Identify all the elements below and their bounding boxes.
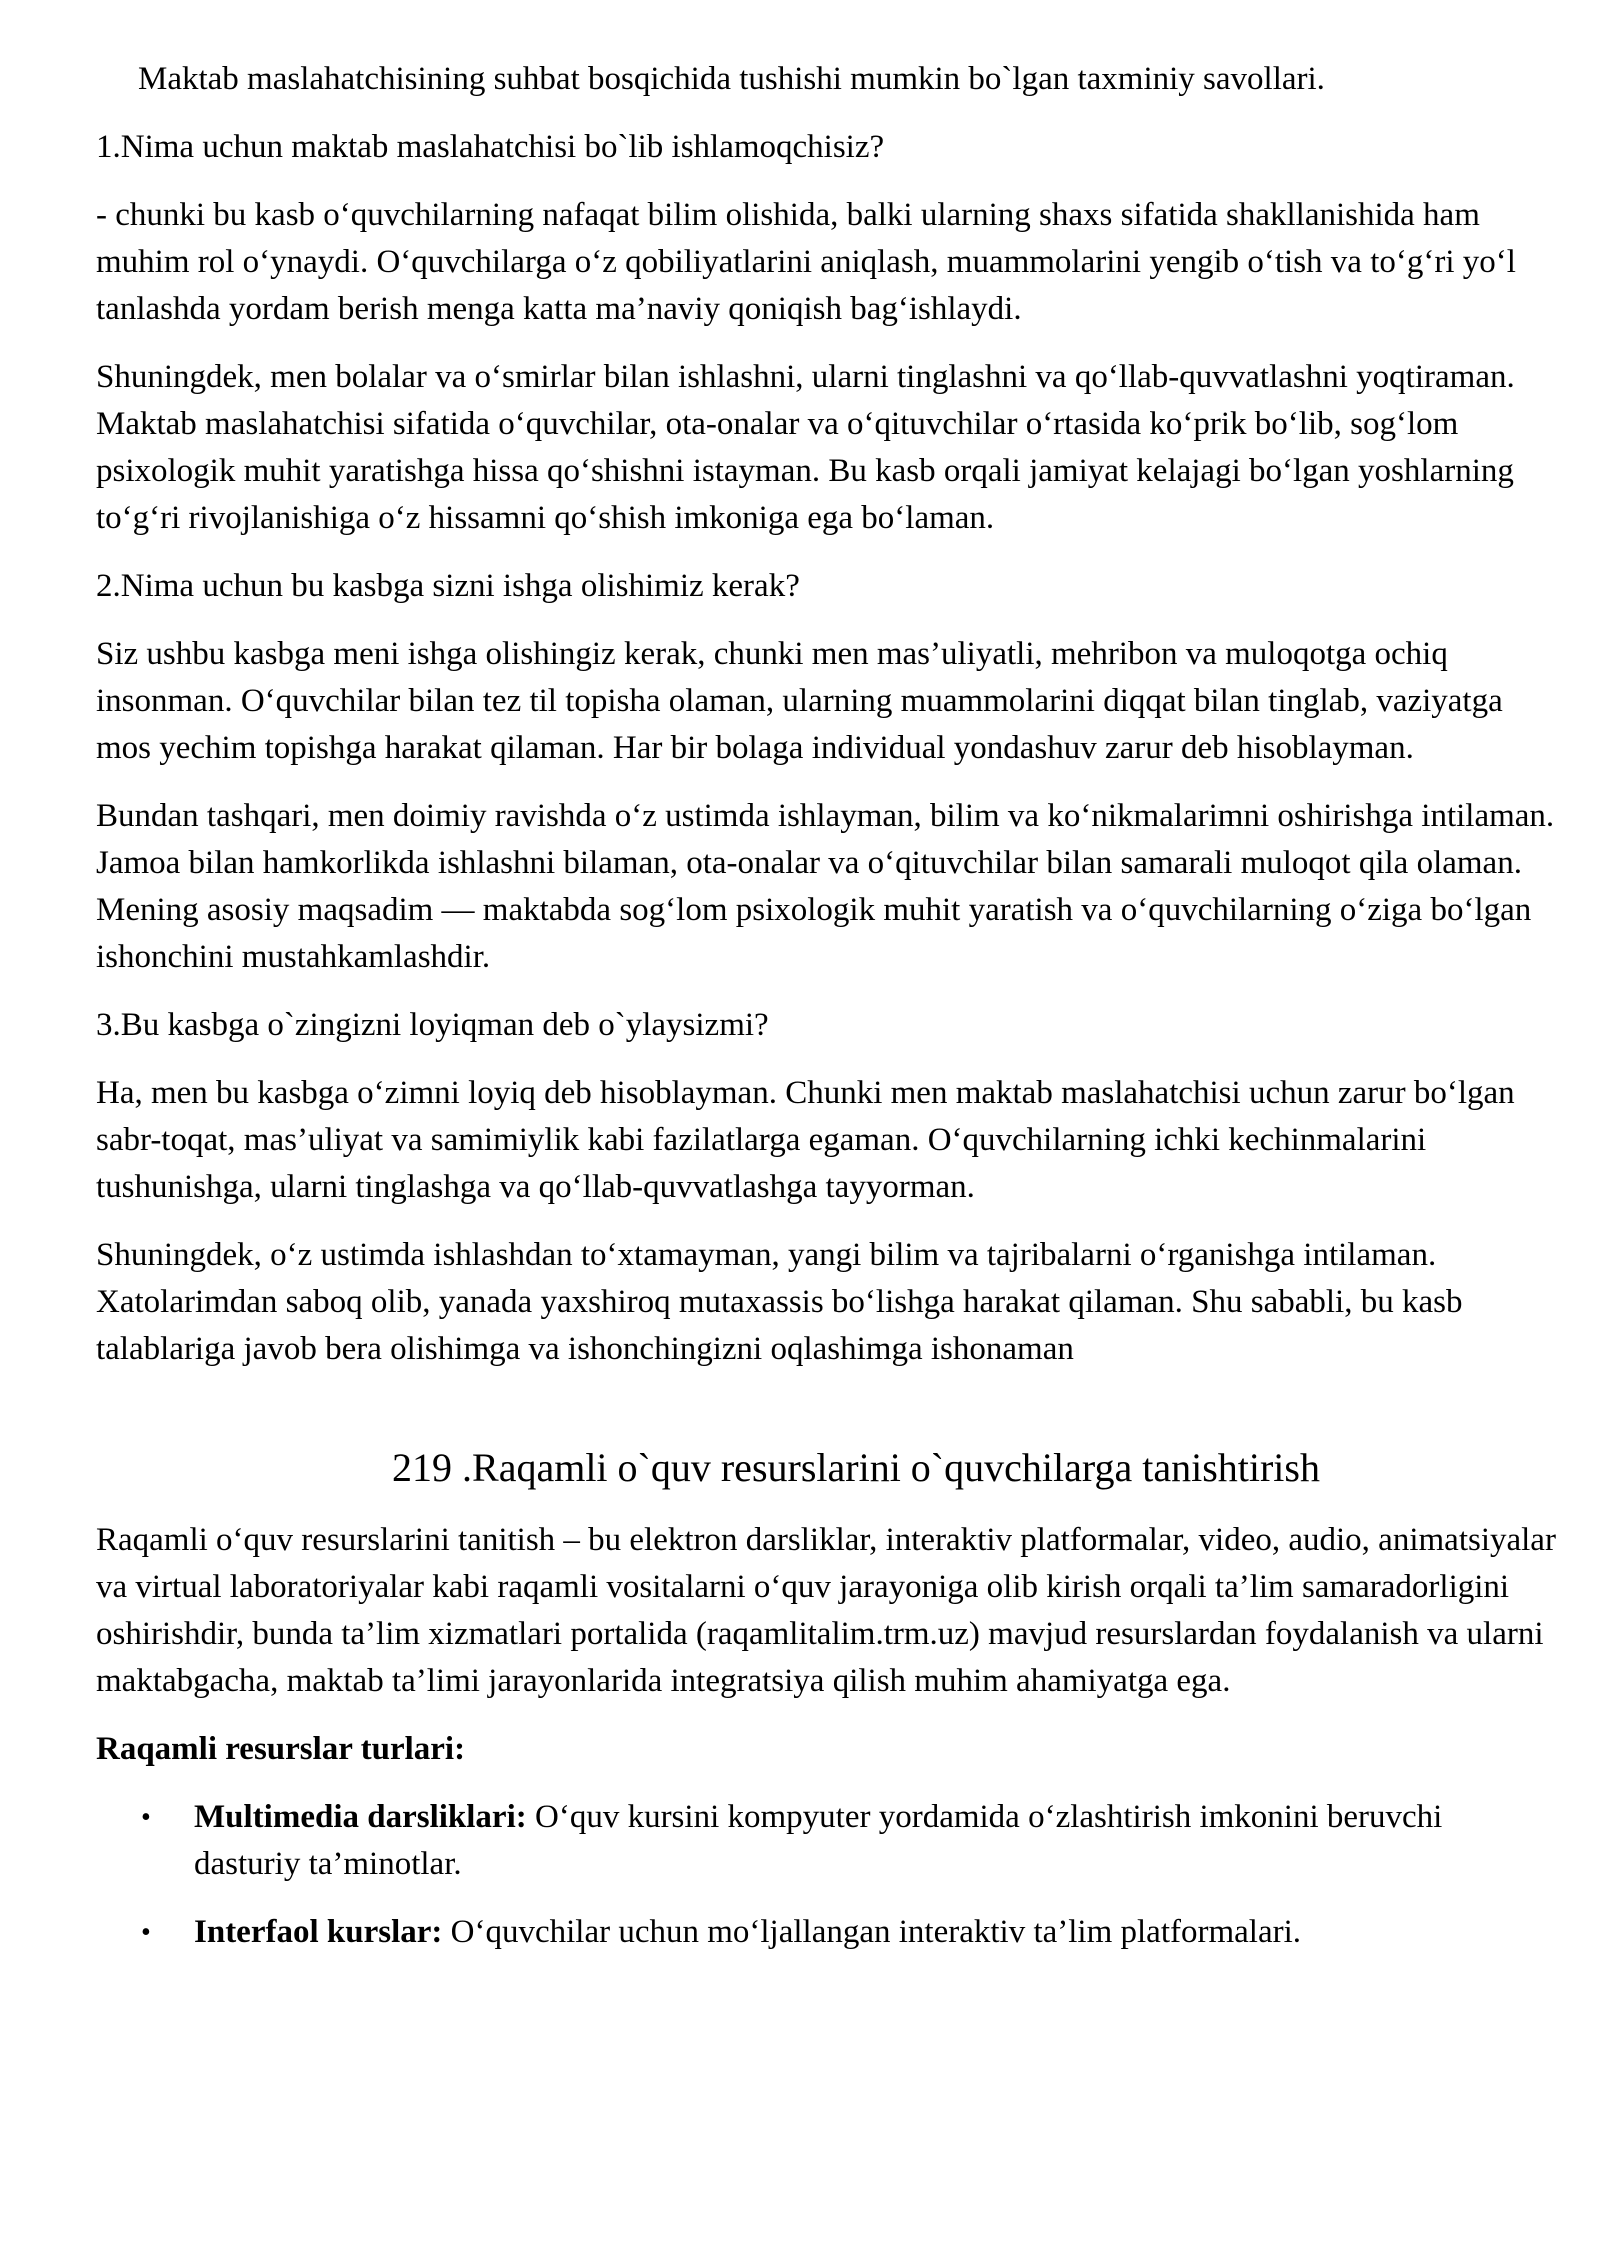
list-item-text: O‘quvchilar uchun mo‘ljallangan interaktiv ta’lim platformalari. [442,1914,1302,1950]
answer-1-paragraph-1: - chunki bu kasb o‘quvchilarning nafaqat bilim olishida, balki ularning shaxs sifatida shakllanishida ham muhim rol o‘ynaydi. O‘quvchilarga o‘z qobiliyatlarini aniqlash, muammolarini yengib o‘tish va to‘g‘ri yo‘l tanlashda yordam berish menga katta ma’naviy qoniqish bag‘ishlaydi. [96,197,1516,327]
question-3: 3.Bu kasbga o`zingizni loyiqman deb o`ylaysizmi? [96,1007,769,1043]
list-item-term: Interfaol kurslar: [194,1914,443,1950]
section-title: 219 .Raqamli o`quv resurslarini o`quvchilarga tanishtirish [392,1445,1320,1490]
document-title: Maktab maslahatchisining suhbat bosqichida tushishi mumkin bo`lgan taxminiy savollari. [138,61,1325,97]
list-item-term: Multimedia darsliklari: [194,1799,527,1835]
answer-2-paragraph-2: Bundan tashqari, men doimiy ravishda o‘z ustimda ishlayman, bilim va ko‘nikmalarimni oshirishga intilaman. Jamoa bilan hamkorlikda ishlashni bilaman, ota-onalar va o‘qituvchilar bilan samarali muloqot qila olaman. Mening asosiy maqsadim — maktabda sog‘lom psixologik muhit yaratish va o‘quvchilarning o‘ziga bo‘lgan ishonchini mustahkamlashdir. [96,798,1555,975]
question-1: 1.Nima uchun maktab maslahatchisi bo`lib ishlamoqchisiz? [96,129,885,165]
answer-3-paragraph-2: Shuningdek, o‘z ustimda ishlashdan to‘xtamayman, yangi bilim va tajribalarni o‘rganishga intilaman. Xatolarimdan saboq olib, yanada yaxshiroq mutaxassis bo‘lishga harakat qilaman. Shu sababli, bu kasb talablariga javob bera olishimga va ishonchingizni oqlashimga ishonaman [96,1237,1463,1367]
list-item-text: O‘quv kursini kompyuter yordamida o‘zlashtirish imkonini beruvchi dasturiy ta’minotlar. [194,1799,1443,1882]
resource-types-list [96,1794,1556,1956]
answer-1-paragraph-2: Shuningdek, men bolalar va o‘smirlar bilan ishlashni, ularni tinglashni va qo‘llab-quvvatlashni yoqtiraman. Maktab maslahatchisi sifatida o‘quvchilar, ota-onalar va o‘qituvchilar o‘rtasida ko‘prik bo‘lib, sog‘lom psixologik muhit yaratishga hissa qo‘shishni istayman. Bu kasb orqali jamiyat kelajagi bo‘lgan yoshlarning to‘g‘ri rivojlanishiga o‘z hissamni qo‘shish imkoniga ega bo‘laman. [96,359,1515,536]
document-body [96,56,1556,1977]
resource-types-heading: Raqamli resurslar turlari: [96,1731,466,1767]
bullet-icon: • [141,1917,151,1948]
answer-3-paragraph-1: Ha, men bu kasbga o‘zimni loyiq deb hisoblayman. Chunki men maktab maslahatchisi uchun zarur bo‘lgan sabr-toqat, mas’uliyat va samimiylik kabi fazilatlarga egaman. O‘quvchilarning ichki kechinmalarini tushunishga, ularni tinglashga va qo‘llab-quvvatlashga tayyorman. [96,1075,1515,1205]
section-intro: Raqamli o‘quv resurslarini tanitish – bu elektron darsliklar, interaktiv platformalar, video, audio, animatsiyalar va virtual laboratoriyalar kabi raqamli vositalarni o‘quv jarayoniga olib kirish orqali ta’lim samaradorligini oshirishdir, bunda ta’lim xizmatlari portalida (raqamlitalim.trm.uz) mavjud resurslardan foydalanish va ularni maktabgacha, maktab ta’limi jarayonlarida integratsiya qilish muhim ahamiyatga ega. [96,1522,1556,1699]
bullet-icon: • [141,1802,151,1833]
answer-2-paragraph-1: Siz ushbu kasbga meni ishga olishingiz kerak, chunki men mas’uliyatli, mehribon va muloqotga ochiq insonman. O‘quvchilar bilan tez til topisha olaman, ularning muammolarini diqqat bilan tinglab, vaziyatga mos yechim topishga harakat qilaman. Har bir bolaga individual yondashuv zarur deb hisoblayman. [96,636,1503,766]
list-item [96,1909,1556,1956]
list-item [96,1794,1556,1888]
question-2: 2.Nima uchun bu kasbga sizni ishga olishimiz kerak? [96,568,800,604]
